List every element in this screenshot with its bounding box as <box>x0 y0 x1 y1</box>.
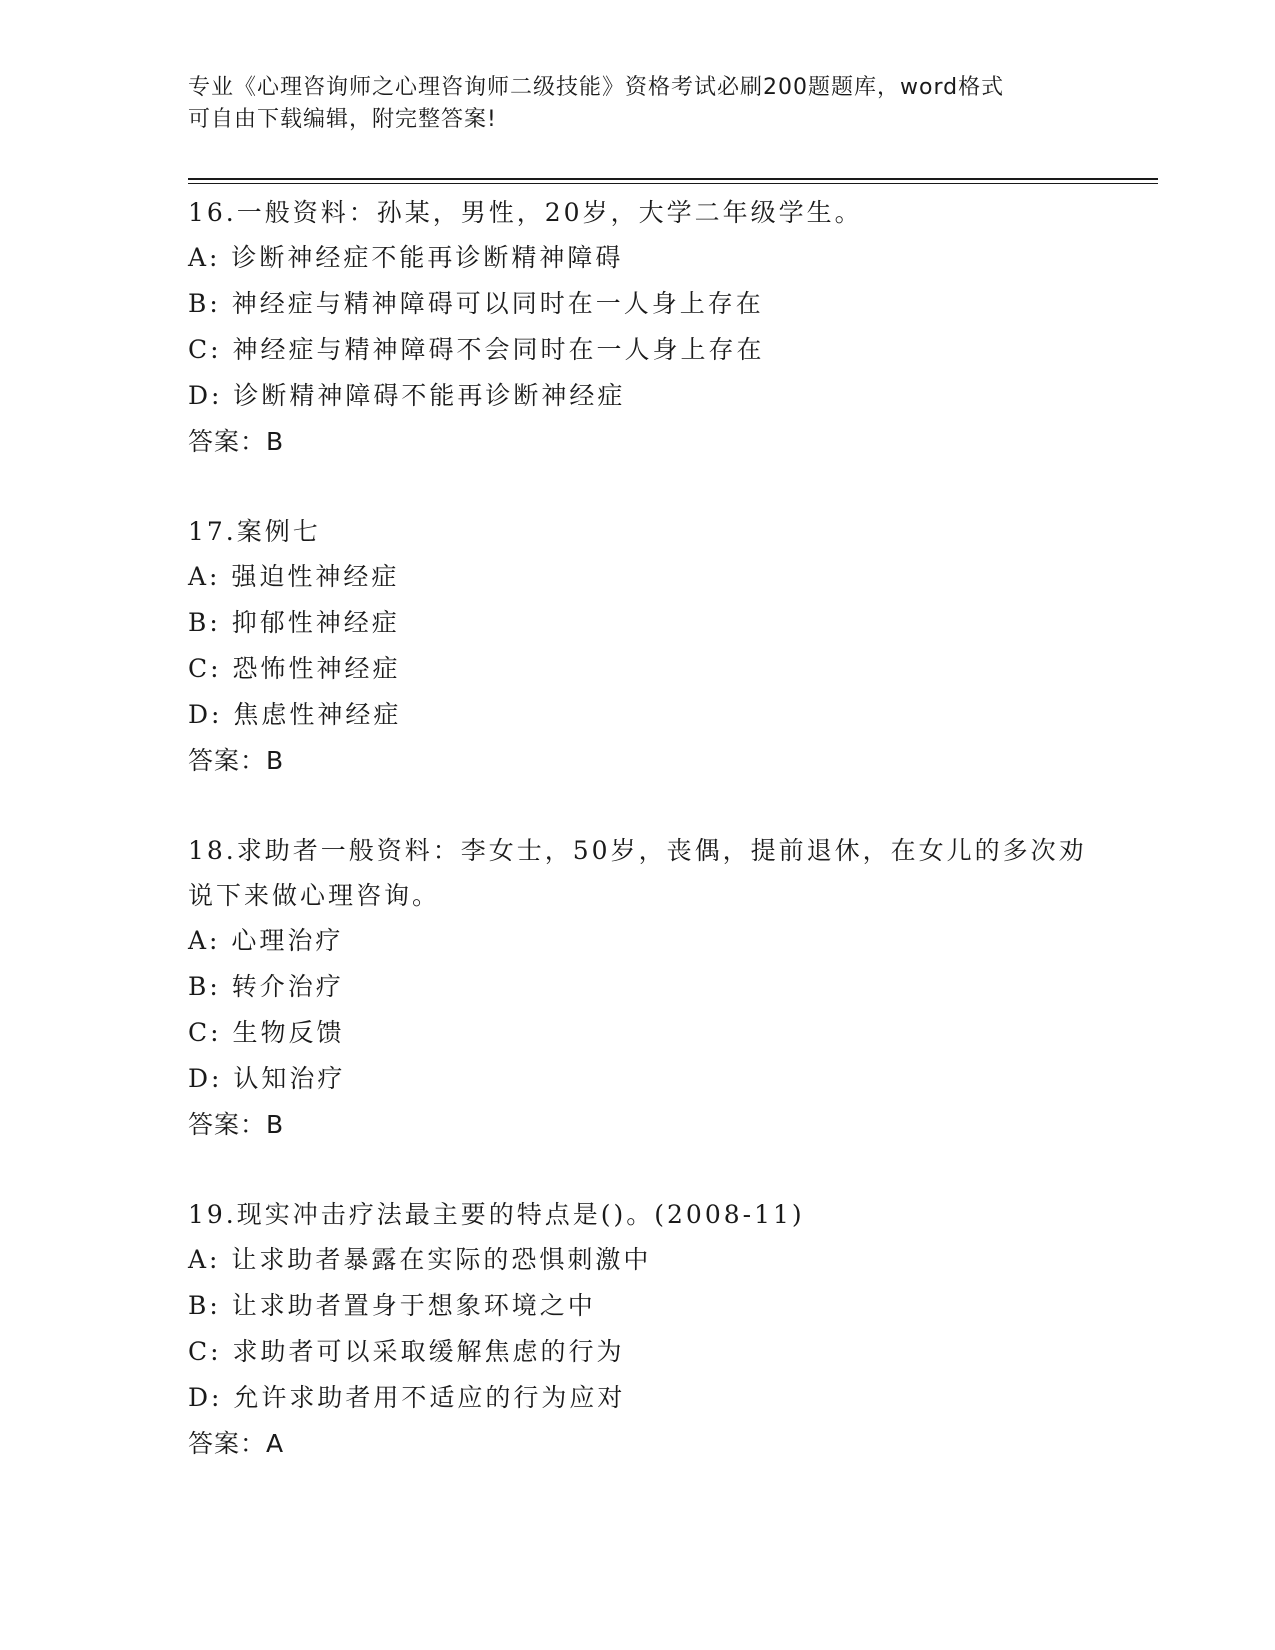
header-line-2: 可自由下载编辑，附完整答案! <box>188 107 497 132</box>
option-d: D: 允许求助者用不适应的行为应对 <box>188 1383 626 1412</box>
option-b: B: 抑郁性神经症 <box>188 608 400 637</box>
answer-line: 答案：B <box>188 427 285 456</box>
question-16 <box>188 190 1088 465</box>
answer-line: 答案：B <box>188 1110 285 1139</box>
option-c: C: 生物反馈 <box>188 1018 345 1047</box>
document-header <box>188 72 1088 136</box>
option-d: D: 焦虑性神经症 <box>188 700 402 729</box>
option-a: A: 强迫性神经症 <box>188 562 400 591</box>
question-18 <box>188 828 1088 1148</box>
header-divider-thick <box>188 178 1158 180</box>
option-b: B: 神经症与精神障碍可以同时在一人身上存在 <box>188 289 764 318</box>
question-stem: 17.案例七 <box>188 517 321 546</box>
option-b: B: 转介治疗 <box>188 972 344 1001</box>
header-divider-thin <box>188 183 1158 184</box>
answer-line: 答案：A <box>188 1429 285 1458</box>
option-c: C: 神经症与精神障碍不会同时在一人身上存在 <box>188 335 765 364</box>
answer-line: 答案：B <box>188 746 285 775</box>
option-d: D: 诊断精神障碍不能再诊断神经症 <box>188 381 626 410</box>
question-19 <box>188 1192 1088 1467</box>
question-stem: 19.现实冲击疗法最主要的特点是()。(2008-11) <box>188 1200 805 1229</box>
option-a: A: 心理治疗 <box>188 926 344 955</box>
option-b: B: 让求助者置身于想象环境之中 <box>188 1291 596 1320</box>
header-line-1: 专业《心理咨询师之心理咨询师二级技能》资格考试必刷200题题库，word格式 <box>188 75 1005 100</box>
option-list <box>188 1237 1088 1421</box>
question-17 <box>188 509 1088 784</box>
option-list <box>188 918 1088 1102</box>
option-a: A: 让求助者暴露在实际的恐惧刺激中 <box>188 1245 652 1274</box>
option-list <box>188 235 1088 419</box>
option-list <box>188 554 1088 738</box>
option-c: C: 求助者可以采取缓解焦虑的行为 <box>188 1337 625 1366</box>
option-d: D: 认知治疗 <box>188 1064 346 1093</box>
question-stem: 18.求助者一般资料：李女士，50岁，丧偶，提前退休，在女儿的多次劝说下来做心理咨询。 <box>188 836 1087 910</box>
option-a: A: 诊断神经症不能再诊断精神障碍 <box>188 243 624 272</box>
option-c: C: 恐怖性神经症 <box>188 654 401 683</box>
question-stem: 16.一般资料：孙某，男性，20岁，大学二年级学生。 <box>188 198 863 227</box>
question-list <box>188 190 1088 1511</box>
